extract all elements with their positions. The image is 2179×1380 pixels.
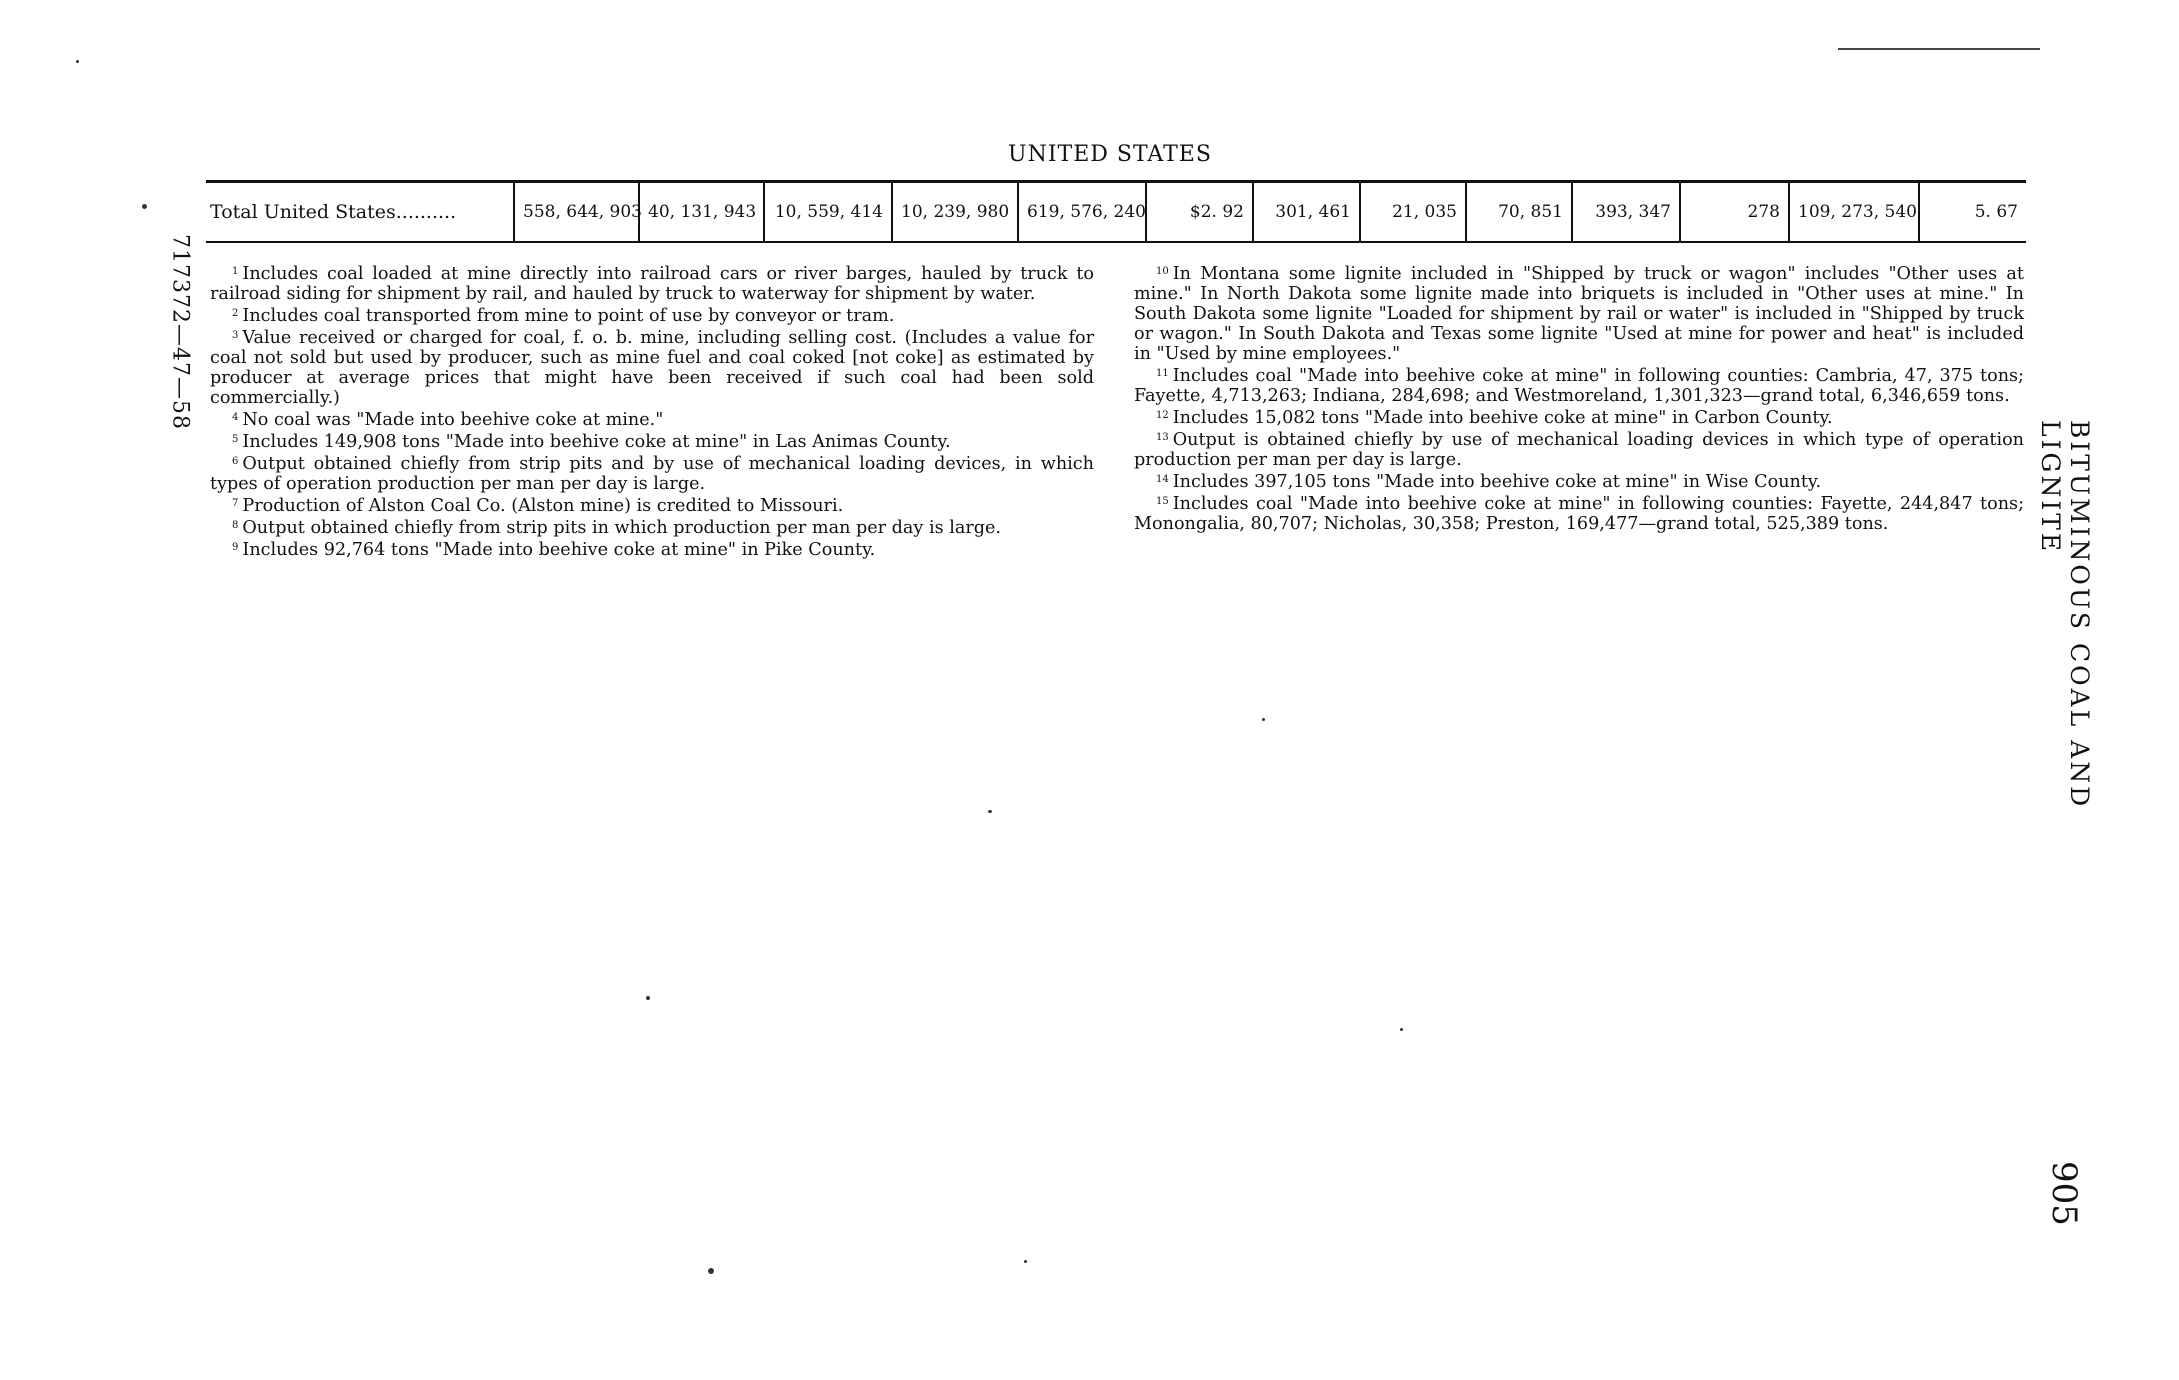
footnote-text: Includes coal loaded at mine directly into railroad cars or river barges, hauled by truck to railroad siding for shipment by rail, and hauled by truck to waterway for shipment by water. — [210, 264, 1094, 304]
footnote — [1134, 470, 2024, 492]
footnote-number: 9 — [232, 542, 239, 553]
footnote-text: Includes coal transported from mine to point of use by conveyor or tram. — [242, 306, 895, 326]
footnote-text: In Montana some lignite included in "Shipped by truck or wagon" includes "Other uses at mine." In North Dakota some lignite made into briquets is included in "Other uses at mine." In South Dakota some lignite "Loaded for shipment by rail or water" is included in "Shipped by truck or wagon." In South Dakota and Texas some lignite "Used at mine for power and heat" is included in "Used by mine employees." — [1134, 264, 2024, 364]
table-cell: 40, 131, 943 — [639, 183, 764, 241]
scan-speck — [76, 60, 79, 63]
row-label: Total United States — [210, 201, 396, 223]
table-cell: 10, 239, 980 — [892, 183, 1018, 241]
scan-speck — [988, 810, 992, 813]
scan-speck — [142, 204, 147, 209]
footnote — [210, 326, 1094, 408]
table-cell: 301, 461 — [1253, 183, 1360, 241]
table-bottom-rule — [206, 241, 2026, 243]
footnote-text: Includes coal "Made into beehive coke at mine" in following counties: Cambria, 47, 375 tons; Fayette, 4,713,263; Indiana, 284,698; and Westmoreland, 1,301,323—grand total, 6,346,659 tons. — [1134, 366, 2024, 406]
table-cell: 21, 035 — [1360, 183, 1466, 241]
running-side-title: BITUMINOUS COAL AND LIGNITE — [2036, 420, 2094, 810]
footnote-text: No coal was "Made into beehive coke at mine." — [242, 410, 664, 430]
footnote — [210, 494, 1094, 516]
scan-speck — [1400, 1028, 1403, 1031]
footnote-number: 1 — [232, 266, 239, 277]
footnote-number: 10 — [1156, 266, 1169, 277]
footnote-number: 5 — [232, 434, 239, 445]
footnote — [1134, 428, 2024, 470]
footnote-text: Includes 15,082 tons "Made into beehive coke at mine" in Carbon County. — [1172, 408, 1833, 428]
footnote-number: 14 — [1156, 474, 1169, 485]
footnote-number: 13 — [1156, 432, 1169, 443]
footnote-number: 4 — [232, 412, 239, 423]
table-cell: 393, 347 — [1572, 183, 1680, 241]
footnotes-left-column — [210, 262, 1094, 560]
footnote — [1134, 492, 2024, 534]
footnote — [210, 262, 1094, 304]
footnote-text: Includes 92,764 tons "Made into beehive coke at mine" in Pike County. — [242, 540, 876, 560]
table-cell: 619, 576, 240 — [1018, 183, 1146, 241]
footnote-text: Output is obtained chiefly by use of mechanical loading devices in which type of operation production per man per day is large. — [1134, 430, 2024, 470]
page-heading: UNITED STATES — [1008, 142, 1212, 167]
page-number: 905 — [2044, 1160, 2084, 1226]
top-right-rule — [1838, 48, 2040, 50]
table-cell: $2. 92 — [1146, 183, 1253, 241]
footnote — [1134, 262, 2024, 364]
footnote-number: 11 — [1156, 368, 1169, 379]
row-label-cell — [206, 183, 514, 241]
footnote-text: Output obtained chiefly from strip pits and by use of mechanical loading devices, in which types of operation production per man per day is large. — [210, 454, 1094, 494]
summary-table-wrap — [206, 180, 2026, 243]
scan-speck — [646, 996, 650, 1000]
scan-speck — [1262, 718, 1265, 721]
footnote-text: Production of Alston Coal Co. (Alston mine) is credited to Missouri. — [242, 496, 844, 516]
table-cell: 278 — [1680, 183, 1789, 241]
footnote-text: Includes coal "Made into beehive coke at mine" in following counties: Fayette, 244,847 tons; Monongalia, 80,707; Nicholas, 30,358; Preston, 169,477—grand total, 525,389 tons. — [1134, 494, 2024, 534]
footnote-text: Includes 397,105 tons "Made into beehive coke at mine" in Wise County. — [1172, 472, 1822, 492]
table-cell: 10, 559, 414 — [764, 183, 892, 241]
table-row-total — [206, 183, 2026, 241]
scan-speck — [708, 1268, 714, 1274]
footnote-number: 7 — [232, 498, 239, 509]
footnote-text: Includes 149,908 tons "Made into beehive coke at mine" in Las Animas County. — [242, 432, 951, 452]
footnote-number: 8 — [232, 520, 239, 531]
table-cell: 5. 67 — [1919, 183, 2026, 241]
footnote — [210, 516, 1094, 538]
footnote — [210, 452, 1094, 494]
footnote — [210, 304, 1094, 326]
footnote-text: Value received or charged for coal, f. o. b. mine, including selling cost. (Includes a value for coal not sold but used by producer, such as mine fuel and coal coked [not coke] as estimated by producer at average prices that might have been received if such coal had been sold commercially.) — [210, 328, 1094, 408]
footnote — [210, 538, 1094, 560]
table-cell: 558, 644, 903 — [514, 183, 639, 241]
footnote-number: 6 — [232, 456, 239, 467]
footnote — [1134, 364, 2024, 406]
footnote-number: 15 — [1156, 496, 1169, 507]
footnote-number: 12 — [1156, 410, 1169, 421]
footnote — [210, 430, 1094, 452]
footnote — [210, 408, 1094, 430]
margin-print-code: 717372—47—58 — [167, 234, 193, 430]
table-cell: 70, 851 — [1466, 183, 1572, 241]
footnote — [1134, 406, 2024, 428]
footnote-number: 3 — [232, 330, 239, 341]
scan-speck — [1024, 1260, 1027, 1263]
footnote-text: Output obtained chiefly from strip pits in which production per man per day is large. — [242, 518, 1001, 538]
footnotes-right-column — [1134, 262, 2024, 534]
table-cell: 109, 273, 540 — [1789, 183, 1919, 241]
footnote-number: 2 — [232, 308, 239, 319]
summary-table — [206, 183, 2026, 241]
row-label-leader: .......... — [395, 201, 457, 223]
